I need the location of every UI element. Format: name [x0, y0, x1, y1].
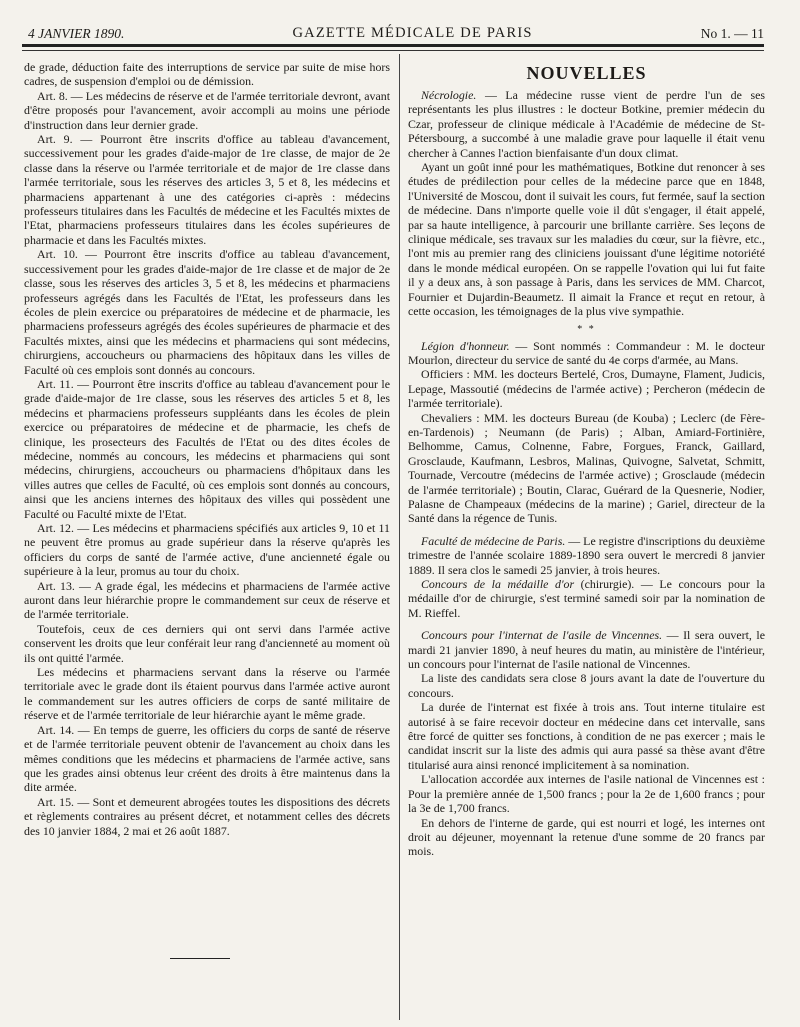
- faculte-label: Faculté de médecine de Paris.: [421, 533, 566, 548]
- vincennes-label: Concours pour l'internat de l'asile de Vincennes.: [421, 628, 663, 643]
- duree-paragraph: La durée de l'internat est fixée à trois ans. Tout interne titulaire est autorisé à se faire recevoir docteur en médecine dans cet intervalle, sans être forcé de quitter ses fonctions, à condition de ne pas exercer ; mais le candidat inscrit sur la liste des admis qui aura passé sa thèse avant d'être titularisé aura ainsi renoncé implicitement à sa nomination.: [408, 700, 765, 772]
- issue-page-number: No 1. — 11: [700, 26, 764, 41]
- paragraph: Art. 13. — A grade égal, les médecins et pharmaciens de l'armée active auront dans leur hiérarchie propre le commandement sur ceux de réserve et de l'armée territoriale.: [24, 578, 390, 622]
- header-rule-thin: [22, 50, 764, 51]
- left-column: [24, 60, 390, 838]
- issue-date: 4 JANVIER 1890.: [28, 26, 125, 41]
- paragraph: Les médecins et pharmaciens servant dans la réserve ou l'armée territoriale avec le grade dont ils étaient pourvus dans l'armée active auront le commandement sur les autres officiers de corps de santé militaire de réserve et de l'armée territoriale de leur hiérarchie ayant le même grade.: [24, 665, 390, 723]
- end-rule: [170, 958, 230, 959]
- dehors-paragraph: En dehors de l'interne de garde, qui est nourri et logé, les internes ont droit au déjeuner, moyennant la retenue d'une somme de 20 francs par mois.: [408, 815, 765, 859]
- paragraph: Toutefois, ceux de ces derniers qui ont servi dans l'armée active conservent les droits que leur conférait leur rang d'ancienneté au moment où ils ont quitté l'armée.: [24, 621, 390, 665]
- necrologie-paragraph: Nécrologie. — La médecine russe vient de perdre l'un de ses représentants les plus illustres : le docteur Botkine, premier médecin du Czar, professeur de clinique médicale à l'Académie de médecine de St-Pétersbourg, a succombé à une maladie grave pour laquelle il était venu chercher à Cannes l'action bienfaisante d'un doux climat.: [408, 88, 765, 160]
- medaille-label: Concours de la médaille d'or: [421, 577, 575, 591]
- officiers-paragraph: Officiers : MM. les docteurs Bertelé, Cros, Dumayne, Flament, Judicis, Lepage, Massoutié (médecins de l'armée active) ; Percheron (médecin de l'armée territoriale).: [408, 367, 765, 411]
- header-rule-thick: [22, 44, 764, 47]
- asterism: * *: [577, 323, 596, 335]
- page-header: [28, 18, 764, 42]
- paragraph: de grade, déduction faite des interruptions de service par suite de mise hors cadres, de suspension d'emploi ou de démission.: [24, 60, 390, 89]
- section-title: NOUVELLES: [526, 63, 647, 83]
- column-divider: [399, 54, 400, 1020]
- allocation-paragraph: L'allocation accordée aux internes de l'asile national de Vincennes est : Pour la première année de 1,500 francs ; pour la 2e de 1,600 francs ; pour la 3e de 1,700 francs.: [408, 772, 765, 816]
- paragraph: Art. 10. — Pourront être inscrits d'office au tableau d'avancement, successivement pour les grades d'aide-major de 1re classe et de major de 2e classe, sous les réserves des articles 3, 5 et 8, les médecins et pharmaciens professeurs agrégés dans les Facultés de l'Etat, les professeurs dans les écoles de plein exercice ou préparatoires de médecine et de pharmacie, les pharmaciens professeurs agrégés des écoles supérieures de pharmacie et des Facultés mixtes, ainsi que les médecins et pharmaciens qui sont médecins, chirurgiens, accoucheurs ou pharmaciens des hôpitaux dans les villes de Faculté où ces emplois sont donnés au concours.: [24, 247, 390, 377]
- medaille-paragraph: Concours de la médaille d'or (chirurgie). — Le concours pour la médaille d'or de chirurgie, s'est terminé samedi soir par la nomination de M. Rieffel.: [408, 577, 765, 620]
- paragraph: Art. 15. — Sont et demeurent abrogées toutes les dispositions des décrets et règlements contraires au présent décret, et notamment celles des décrets des 10 janvier 1884, 2 mai et 26 août 1887.: [24, 794, 390, 838]
- botkine-paragraph: Ayant un goût inné pour les mathématiques, Botkine dut renoncer à ses études de prédilection pour celles de la médecine parce que en 1848, l'Université de Moscou, dont il suivait les cours, fut fermée, sauf la section de médecine. Dans n'importe quelle voie il dût s'engager, il était appelé, par sa haute intelligence, à parcourir une brillante carrière. Ses leçons de clinique médicale, ses travaux sur les maladies du cœur, sur la fièvre, etc., l'ont mis au premier rang des cliniciens jouissant d'une légitime notoriété dans le monde médical européen. On se rappelle l'ovation qui lui fut faite il y a deux ans, à son passage à Paris, dans les services de MM. Charcot, Fournier et Dujardin-Beaumetz. Il aimait la France et reçut en retour, à cette occasion, les témoignages de la plus vive sympathie.: [408, 160, 765, 319]
- paragraph: Art. 9. — Pourront être inscrits d'office au tableau d'avancement, successivement pour les grades d'aide-major de 1re classe, de major de 2e classe dans la réserve ou l'armée territoriale et de major de 1re classe dans l'armée territoriale, sous les réserves des articles 3, 5 et 8, les médecins et pharmaciens appartenant à une des catégories ci-après : médecins professeurs titulaires dans les Facultés de médecine et les Facultés mixtes de l'Etat, pharmaciens professeurs titulaires dans les écoles supérieures de pharmacie et dans les Facultés mixtes.: [24, 132, 390, 247]
- liste-paragraph: La liste des candidats sera close 8 jours avant la date de l'ouverture du concours.: [408, 671, 765, 700]
- necrologie-label: Nécrologie.: [421, 88, 477, 102]
- publication-title: GAZETTE MÉDICALE DE PARIS: [292, 25, 533, 41]
- paragraph: Art. 8. — Les médecins de réserve et de l'armée territoriale devront, avant d'être proposés pour l'avancement, avoir accompli au moins une période d'instruction dans leur dernier grade.: [24, 88, 390, 132]
- right-column: [408, 60, 765, 859]
- paragraph: Art. 12. — Les médecins et pharmaciens spécifiés aux articles 9, 10 et 11 ne peuvent être promus au grade supérieur dans la réserve qu'après les officiers du corps de santé de l'armée active, d'une ancienneté égale ou supérieure à la leur, promus au tour du choix.: [24, 521, 390, 579]
- chevaliers-paragraph: Chevaliers : MM. les docteurs Bureau (de Kouba) ; Leclerc (de Fère-en-Tardenois) ; Neumann (de Paris) ; Alban, Amiard-Fortinière, Belhomme, Camus, Colnenne, Fabre, Forgues, Franck, Gaillard, Grosclaude, Kaufmann, Lesbros, Malinas, Quivogne, Salvetat, Schmitt, Tournade, Vercoutre (médecins de l'armée active) ; Grosclaude (médecin de l'armée territoriale) ; Boutin, Clarac, Guérard de la Quesnerie, Nodier, Palasne de Champeaux (médecins de la marine) ; Gariel, directeur de la Santé dans la régence de Tunis.: [408, 410, 765, 526]
- faculte-paragraph: Faculté de médecine de Paris. — Le registre d'inscriptions du deuxième trimestre de l'année scolaire 1889-1890 sera ouvert le mercredi 8 janvier 1889. Il sera clos le samedi 25 janvier, à trois heures.: [408, 533, 765, 577]
- legion-paragraph: Légion d'honneur. — Sont nommés : Commandeur : M. le docteur Mourlon, directeur du service de santé du 4e corps d'armée, au Mans.: [408, 338, 766, 367]
- legion-label: Légion d'honneur.: [421, 338, 510, 353]
- paragraph: Art. 11. — Pourront être inscrits d'office au tableau d'avancement pour le grade d'aide-major de 1re classe, sous les réserves des articles 5 et 8, les médecins et pharmaciens professeurs suppléants dans les écoles de plein exercice ou préparatoires de médecine et de pharmacie, les chefs de clinique, les prosecteurs des Facultés de l'Etat ou des dites écoles de médecine, nommés au concours, les médecins et pharmaciens qui sont médecins, chirurgiens, accoucheurs ou pharmaciens d'hôpitaux dans les villes autres que celles de Faculté, où ces emplois sont donnés au concours, ainsi que les anciens internes des hôpitaux des villes qui possèdent une Faculté ou Faculté mixte de l'Etat.: [24, 376, 390, 521]
- vincennes-paragraph: Concours pour l'internat de l'asile de Vincennes. — Il sera ouvert, le mardi 21 janvier 1890, à neuf heures du matin, au ministère de l'intérieur, un concours pour l'internat de l'asile national de Vincennes.: [408, 628, 765, 672]
- paragraph: Art. 14. — En temps de guerre, les officiers du corps de santé de réserve et de l'armée territoriale peuvent obtenir de l'avancement au choix dans les mêmes conditions que les médecins et pharmaciens de l'armée active, sans que les grades ainsi obtenus leur créent des droits à être maintenus dans la dite armée.: [24, 722, 390, 795]
